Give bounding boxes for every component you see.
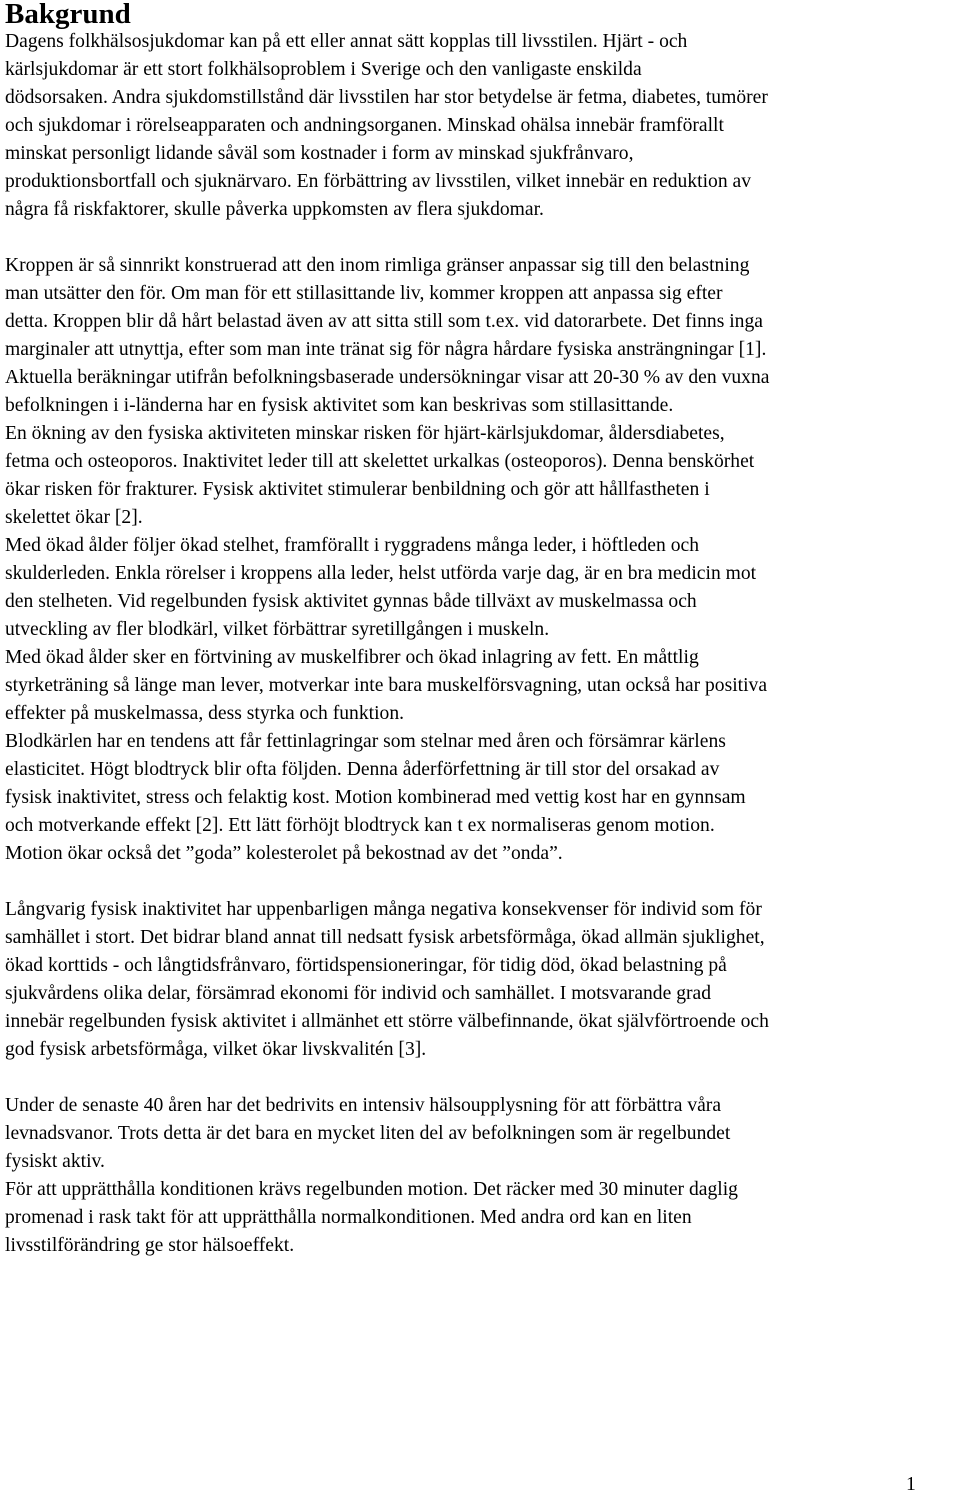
text-line: livsstilförändring ge stor hälsoeffekt. [5,1235,295,1256]
text-line: elasticitet. Högt blodtryck blir ofta följden. Denna åderförfettning är till stor del orsakad av [5,759,720,780]
text-line: den stelheten. Vid regelbunden fysisk aktivitet gynnas både tillväxt av muskelmassa och [5,591,697,612]
text-line: Dagens folkhälsosjukdomar kan på ett eller annat sätt kopplas till livsstilen. Hjärt - och [5,31,688,52]
text-line: Under de senaste 40 åren har det bedrivits en intensiv hälsoupplysning för att förbättra våra [5,1095,722,1116]
text-line: fysiskt aktiv. [5,1151,105,1172]
text-line: några få riskfaktorer, skulle påverka uppkomsten av flera sjukdomar. [5,199,544,220]
text-line: Långvarig fysisk inaktivitet har uppenbarligen många negativa konsekvenser för individ som för [5,899,762,920]
text-line: fysisk inaktivitet, stress och felaktig kost. Motion kombinerad med vettig kost har en gynnsam [5,787,746,808]
text-line: Aktuella beräkningar utifrån befolkningsbaserade undersökningar visar att 20-30 % av den vuxna [5,367,770,388]
paragraph-spacer [5,1064,960,1092]
document-page [5,0,960,1260]
paragraph-body-adaptation [5,252,960,868]
text-line: Kroppen är så sinnrikt konstruerad att den inom rimliga gränser anpassar sig till den belastning [5,255,750,276]
paragraph-health-information [5,1092,960,1260]
text-line: promenad i rask takt för att upprätthålla normalkonditionen. Med andra ord kan en liten [5,1207,692,1228]
text-line: dödsorsaken. Andra sjukdomstillstånd där livsstilen har stor betydelse är fetma, diabetes, tumörer [5,87,768,108]
text-line: skelettet ökar [2]. [5,507,143,528]
text-line: ökar risken för frakturer. Fysisk aktivitet stimulerar benbildning och gör att hållfastheten i [5,479,710,500]
text-line: ökad korttids - och långtidsfrånvaro, förtidspensioneringar, för tidig död, ökad belastning på [5,955,727,976]
text-line: marginaler att utnyttja, efter som man inte tränat sig för några hårdare fysiska ansträngningar [1]. [5,339,767,360]
page-number: 1 [906,1474,916,1495]
text-line: produktionsbortfall och sjuknärvaro. En förbättring av livsstilen, vilket innebär en reduktion av [5,171,752,192]
text-line: samhället i stort. Det bidrar bland annat till nedsatt fysisk arbetsförmåga, ökad allmän sjuklighet, [5,927,765,948]
text-line: befolkningen i i-länderna har en fysisk aktivitet som kan beskrivas som stillasittande. [5,395,674,416]
text-line: god fysisk arbetsförmåga, vilket ökar livskvalitén [3]. [5,1039,427,1060]
paragraph-spacer [5,868,960,896]
text-line: En ökning av den fysiska aktiviteten minskar risken för hjärt-kärlsjukdomar, åldersdiabetes, [5,423,725,444]
section-heading: Bakgrund [5,0,131,30]
text-line: Motion ökar också det ”goda” kolesterolet på bekostnad av det ”onda”. [5,843,563,864]
text-line: och sjukdomar i rörelseapparaten och andningsorganen. Minskad ohälsa innebär framförallt [5,115,724,136]
text-line: För att upprätthålla konditionen krävs regelbunden motion. Det räcker med 30 minuter daglig [5,1179,738,1200]
text-line: detta. Kroppen blir då hårt belastad även av att sitta still som t.ex. vid datorarbete. Det finns inga [5,311,763,332]
text-line: levnadsvanor. Trots detta är det bara en mycket liten del av befolkningen som är regelbundet [5,1123,731,1144]
text-line: sjukvårdens olika delar, försämrad ekonomi för individ och samhället. I motsvarande grad [5,983,712,1004]
text-line: Med ökad ålder följer ökad stelhet, framförallt i ryggradens många leder, i höftleden och [5,535,699,556]
text-line: kärlsjukdomar är ett stort folkhälsoproblem i Sverige och den vanligaste enskilda [5,59,642,80]
paragraph-inactivity-consequences [5,896,960,1064]
text-line: effekter på muskelmassa, dess styrka och funktion. [5,703,405,724]
paragraph-lifestyle-diseases [5,28,960,224]
text-line: fetma och osteoporos. Inaktivitet leder till att skelettet urkalkas (osteoporos). Denna benskörhet [5,451,755,472]
text-line: man utsätter den för. Om man för ett stillasittande liv, kommer kroppen att anpassa sig efter [5,283,723,304]
text-line: innebär regelbunden fysisk aktivitet i allmänhet ett större välbefinnande, ökat självförtroende och [5,1011,769,1032]
text-line: styrketräning så länge man lever, motverkar inte bara muskelförsvagning, utan också har positiva [5,675,768,696]
text-line: skulderleden. Enkla rörelser i kroppens alla leder, helst utförda varje dag, är en bra medicin mot [5,563,757,584]
text-line: minskat personligt lidande såväl som kostnader i form av minskad sjukfrånvaro, [5,143,634,164]
paragraph-spacer [5,224,960,252]
text-line: och motverkande effekt [2]. Ett lätt förhöjt blodtryck kan t ex normaliseras genom motion. [5,815,715,836]
text-line: utveckling av fler blodkärl, vilket förbättrar syretillgången i muskeln. [5,619,550,640]
text-line: Med ökad ålder sker en förtvining av muskelfibrer och ökad inlagring av fett. En måttlig [5,647,699,668]
text-line: Blodkärlen har en tendens att får fettinlagringar som stelnar med åren och försämrar kärlens [5,731,726,752]
